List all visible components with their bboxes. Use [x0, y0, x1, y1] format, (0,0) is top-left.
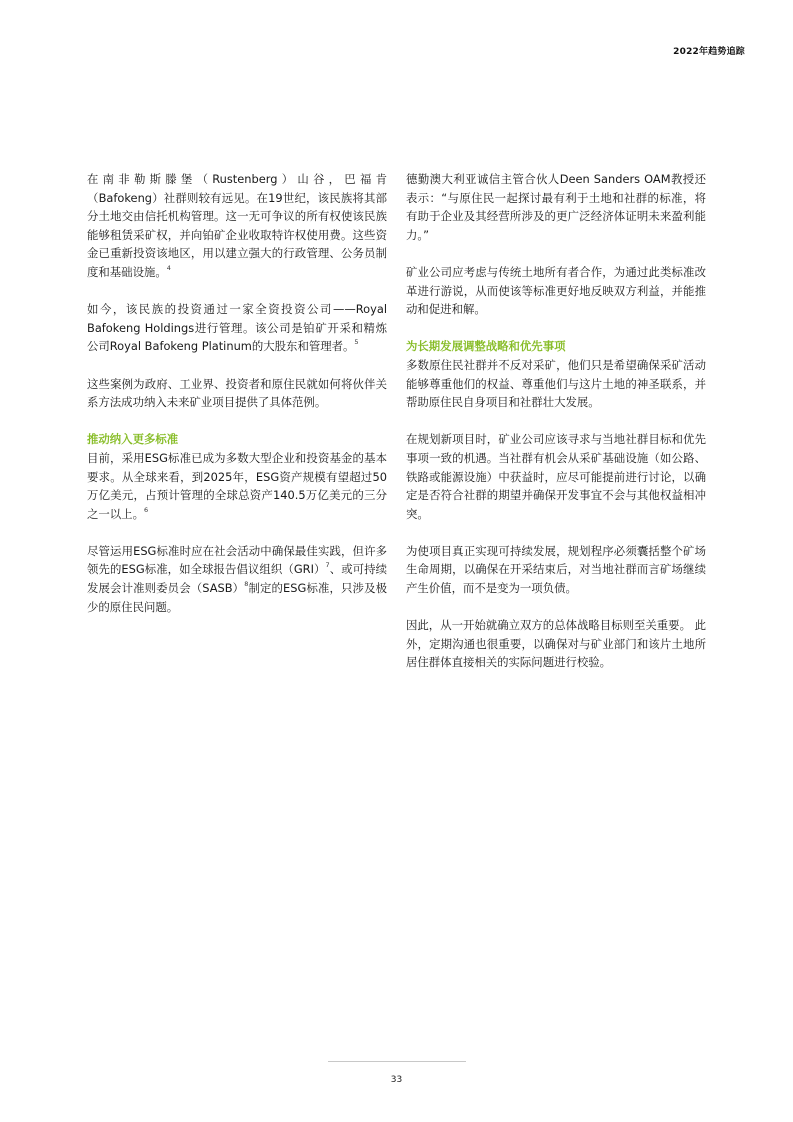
paragraph: 德勤澳大利亚诚信主管合伙人Deen Sanders OAM教授还表示：“与原住民一起探讨最有利于土地和社群的标准，将有助于企业及其经营所涉及的更广泛经济体证明未来盈利能力。”: [406, 172, 706, 242]
paragraph: 因此，从一开始就确立双方的总体战略目标则至关重要。 此外，定期沟通也很重要，以确保对与矿业部门和该片土地所居住群体直接相关的实际问题进行校验。: [406, 618, 706, 670]
footnote-ref: 4: [166, 263, 171, 272]
paragraph: [87, 170, 387, 282]
paragraph-text: 如今，该民族的投资通过一家全资投资公司——Royal Bafokeng Holdings进行管理。该公司是铂矿开采和精炼公司Royal Bafokeng Platinum的大股东和管理者。: [87, 302, 387, 354]
section-heading: 推动纳入更多标准: [87, 432, 179, 447]
paragraph: 为使项目真正实现可持续发展，规划程序必须囊括整个矿场生命周期，以确保在开采结束后，对当地社群而言矿场继续产生价值，而不是变为一项负债。: [406, 543, 706, 596]
header-title: 2022年趋势追踪: [673, 47, 745, 57]
paragraph: [87, 542, 387, 616]
footnote-ref: 5: [354, 338, 359, 347]
right-column: [406, 170, 706, 691]
paragraph: [87, 300, 387, 356]
paragraph: 在规划新项目时，矿业公司应该寻求与当地社群目标和优先事项一致的机遇。当社群有机会从采矿基础设施（如公路、铁路或能源设施）中获益时，应尽可能提前进行讨论，以确定是否符合社群的期望并确保开发事宜不会与其他权益相冲突。: [406, 432, 706, 521]
paragraph: 矿业公司应考虑与传统土地所有者合作，为通过此类标准改革进行游说，从而使该等标准更好地反映双方利益，并能推动和促进和解。: [406, 264, 706, 317]
left-column: [87, 170, 387, 635]
paragraph-text: 尽管运用ESG标准时应在社会活动中确保最佳实践，但许多领先的ESG标准，如全球报告倡议组织（GRI）: [87, 543, 387, 577]
paragraph: [87, 449, 387, 523]
footnote-ref: 6: [143, 505, 149, 514]
paragraph-text: 目前，采用ESG标准已成为多数大型企业和投资基金的基本要求。从全球来看，到2025年，ESG资产规模有望超过50万亿美元，占预计管理的全球总资产140.5万亿美元的三分之一以上。: [87, 450, 387, 521]
page-number: 33: [390, 1075, 403, 1085]
paragraph: 这些案例为政府、工业界、投资者和原住民就如何将伙伴关系方法成功纳入未来矿业项目提供了具体范例。: [87, 376, 387, 410]
footnote-ref: 7: [325, 561, 330, 570]
paragraph: 多数原住民社群并不反对采矿，他们只是希望确保采矿活动能够尊重他们的权益、尊重他们与这片土地的神圣联系，并帮助原住民自身项目和社群壮大发展。: [406, 357, 706, 410]
paragraph-text: 在南非勒斯滕堡（Rustenberg）山谷，巴福肯（Bafokeng）社群则较有远见。在19世纪，该民族将其部分土地交由信托机构管理。这一无可争议的所有权使该民族能够租赁采矿权，并向铂矿企业收取特许权使用费。这些资金已重新投资该地区，用以建立强大的行政管理、公务员制度和基础设施。: [87, 172, 387, 279]
footer-divider: [328, 1061, 466, 1062]
paragraph-text: 制定的ESG标准，只涉及极少的原住民问题。: [87, 581, 387, 614]
footnote-ref: 8: [244, 580, 249, 589]
section-heading: 为长期发展调整战略和优先事项: [406, 339, 566, 354]
paragraph-text: 、或可持续发展会计准则委员会（SASB）: [87, 562, 387, 596]
